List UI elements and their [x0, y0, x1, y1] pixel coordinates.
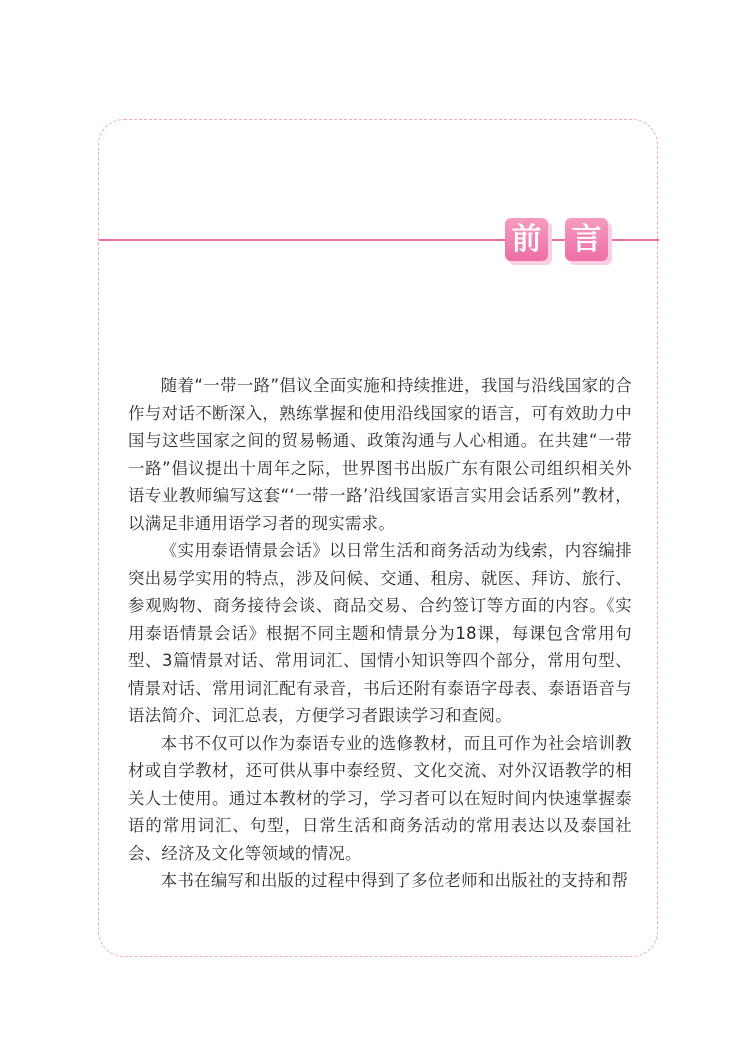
- paragraph-4: 本书在编写和出版的过程中得到了多位老师和出版社的支持和帮: [160, 871, 629, 890]
- heading-char-tile-2: 言: [565, 218, 608, 261]
- paragraph-3: 本书不仅可以作为泰语专业的选修教材，而且可作为社会培训教材或自学教材，还可供从事中泰经贸、文化交流、对外汉语教学的相关人士使用。通过本教材的学习，学习者可以在短时间内快速掌握泰语的常用词汇、句型，日常生活和商务活动的常用表达以及泰国社会、经济及文化等领域的情况。: [128, 733, 632, 863]
- preface-heading: [505, 218, 625, 264]
- paragraph-2: 《实用泰语情景会话》以日常生活和商务活动为线索，内容编排突出易学实用的特点，涉及问候、交通、租房、就医、拜访、旅行、参观购物、商务接待会谈、商品交易、合约签订等方面的内容。《实用泰语情景会话》根据不同主题和情景分为18课，每课包含常用句型、3篇情景对话、常用词汇、国情小知识等四个部分，常用句型、情景对话、常用词汇配有录音，书后还附有泰语字母表、泰语语音与语法简介、词汇总表，方便学习者跟读学习和查阅。: [128, 541, 632, 725]
- paragraph-1: 随着“一带一路”倡议全面实施和持续推进，我国与沿线国家的合作与对话不断深入，熟练掌握和使用沿线国家的语言，可有效助力中国与这些国家之间的贸易畅通、政策沟通与人心相通。在共建“一带一路”倡议提出十周年之际，世界图书出版广东有限公司组织相关外语专业教师编写这套“‘一带一路’沿线国家语言实用会话系列”教材，以满足非通用语学习者的现实需求。: [128, 376, 632, 533]
- preface-body: [128, 372, 632, 895]
- heading-char-tile-1: 前: [505, 218, 548, 261]
